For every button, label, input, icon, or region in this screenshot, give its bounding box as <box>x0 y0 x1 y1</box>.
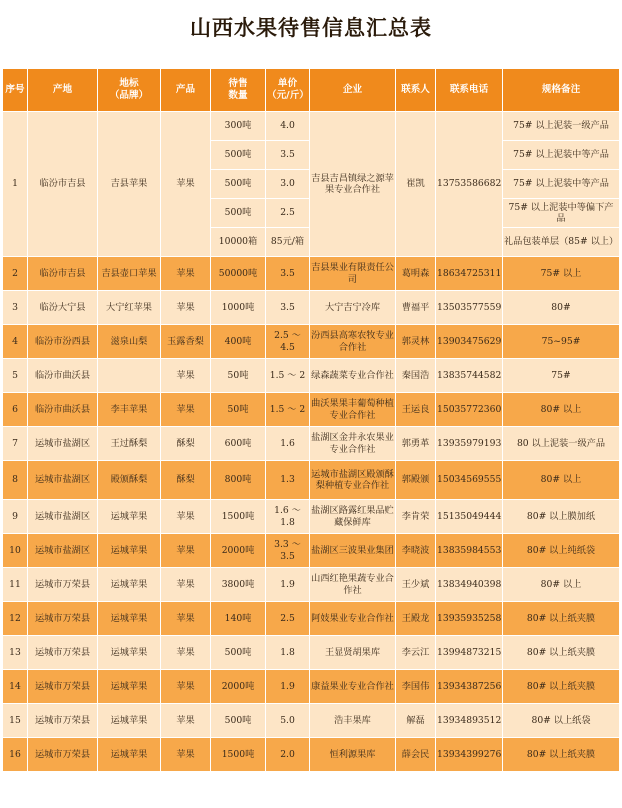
cell-phone: 13903475629 <box>436 325 503 359</box>
cell-qty: 300吨 <box>211 112 266 141</box>
cell-product: 玉露香梨 <box>161 325 211 359</box>
cell-company: 恒利源果库 <box>310 738 396 772</box>
cell-phone: 13753586682 <box>436 112 503 257</box>
table-row <box>3 534 620 568</box>
cell-company: 盐湖区路露红果品贮藏保鲜库 <box>310 500 396 534</box>
cell-qty: 500吨 <box>211 199 266 228</box>
cell-company: 山西红艳果蔬专业合作社 <box>310 568 396 602</box>
cell-spec: 75# 以上泥装中等产品 <box>503 170 620 199</box>
cell-origin: 运城市盐湖区 <box>28 534 98 568</box>
cell-product: 苹果 <box>161 393 211 427</box>
cell-no: 15 <box>3 704 28 738</box>
cell-spec: 80# 以上 <box>503 568 620 602</box>
cell-qty: 50吨 <box>211 393 266 427</box>
cell-phone: 13934893512 <box>436 704 503 738</box>
cell-brand: 运城苹果 <box>98 704 161 738</box>
header-qty: 待售 数量 <box>211 69 266 112</box>
cell-origin: 运城市万荣县 <box>28 568 98 602</box>
cell-spec: 75# 以上泥装中等产品 <box>503 141 620 170</box>
cell-contact: 郭勇革 <box>396 427 436 461</box>
cell-price: 2.0 <box>266 738 310 772</box>
cell-brand <box>98 359 161 393</box>
cell-contact: 郭灵林 <box>396 325 436 359</box>
cell-no: 8 <box>3 461 28 500</box>
cell-origin: 运城市盐湖区 <box>28 427 98 461</box>
cell-product: 苹果 <box>161 568 211 602</box>
cell-company: 汾西县高寒农牧专业合作社 <box>310 325 396 359</box>
cell-product: 酥梨 <box>161 461 211 500</box>
cell-product: 苹果 <box>161 500 211 534</box>
cell-spec: 75# <box>503 359 620 393</box>
cell-spec: 75~95# <box>503 325 620 359</box>
cell-spec: 80# 以上纸夹膜 <box>503 602 620 636</box>
cell-origin: 运城市万荣县 <box>28 602 98 636</box>
cell-spec: 80# <box>503 291 620 325</box>
cell-price: 2.5 ～ 4.5 <box>266 325 310 359</box>
cell-phone: 13934399276 <box>436 738 503 772</box>
header-contact: 联系人 <box>396 69 436 112</box>
cell-brand: 运城苹果 <box>98 636 161 670</box>
cell-origin: 运城市万荣县 <box>28 636 98 670</box>
cell-brand: 吉县苹果 <box>98 112 161 257</box>
cell-contact: 王运良 <box>396 393 436 427</box>
cell-qty: 400吨 <box>211 325 266 359</box>
cell-origin: 运城市万荣县 <box>28 670 98 704</box>
cell-product: 苹果 <box>161 257 211 291</box>
table-row <box>3 325 620 359</box>
cell-origin: 临汾市曲沃县 <box>28 393 98 427</box>
cell-phone: 13935935258 <box>436 602 503 636</box>
cell-contact: 王殿龙 <box>396 602 436 636</box>
cell-product: 苹果 <box>161 636 211 670</box>
table-row <box>3 257 620 291</box>
cell-product: 酥梨 <box>161 427 211 461</box>
cell-spec: 75# 以上泥装一级产品 <box>503 112 620 141</box>
table-row <box>3 500 620 534</box>
cell-qty: 1500吨 <box>211 500 266 534</box>
cell-origin: 临汾市曲沃县 <box>28 359 98 393</box>
cell-brand: 运城苹果 <box>98 602 161 636</box>
cell-contact: 葛明森 <box>396 257 436 291</box>
header-spec: 规格备注 <box>503 69 620 112</box>
cell-no: 2 <box>3 257 28 291</box>
cell-phone: 15034569555 <box>436 461 503 500</box>
table-row <box>3 704 620 738</box>
cell-product: 苹果 <box>161 670 211 704</box>
table-row <box>3 602 620 636</box>
cell-brand: 吉县壶口苹果 <box>98 257 161 291</box>
cell-contact: 郭殿颁 <box>396 461 436 500</box>
cell-origin: 运城市万荣县 <box>28 738 98 772</box>
cell-spec: 80# 以上纸夹膜 <box>503 636 620 670</box>
cell-price: 3.5 <box>266 291 310 325</box>
cell-qty: 500吨 <box>211 636 266 670</box>
cell-contact: 李晓波 <box>396 534 436 568</box>
cell-brand: 殿颁酥梨 <box>98 461 161 500</box>
table-row <box>3 670 620 704</box>
cell-brand: 王过酥梨 <box>98 427 161 461</box>
cell-no: 12 <box>3 602 28 636</box>
cell-brand: 李丰苹果 <box>98 393 161 427</box>
cell-price: 5.0 <box>266 704 310 738</box>
cell-brand: 运城苹果 <box>98 670 161 704</box>
cell-phone: 13994873215 <box>436 636 503 670</box>
cell-company: 王显贤胡果库 <box>310 636 396 670</box>
cell-price: 2.5 <box>266 602 310 636</box>
cell-phone: 13834940398 <box>436 568 503 602</box>
header-product: 产品 <box>161 69 211 112</box>
cell-company: 曲沃果果丰葡萄种植专业合作社 <box>310 393 396 427</box>
cell-no: 5 <box>3 359 28 393</box>
cell-origin: 临汾市吉县 <box>28 112 98 257</box>
table-row <box>3 636 620 670</box>
table-row <box>3 461 620 500</box>
cell-origin: 运城市盐湖区 <box>28 500 98 534</box>
cell-spec: 80# 以上纸袋 <box>503 704 620 738</box>
cell-price: 3.5 <box>266 141 310 170</box>
cell-price: 4.0 <box>266 112 310 141</box>
cell-price: 1.8 <box>266 636 310 670</box>
cell-price: 3.0 <box>266 170 310 199</box>
cell-brand: 大宁红苹果 <box>98 291 161 325</box>
cell-qty: 140吨 <box>211 602 266 636</box>
cell-spec: 80# 以上纸夹膜 <box>503 738 620 772</box>
cell-contact: 李国伟 <box>396 670 436 704</box>
cell-contact: 曹福平 <box>396 291 436 325</box>
cell-no: 11 <box>3 568 28 602</box>
cell-qty: 2000吨 <box>211 534 266 568</box>
cell-phone: 15135049444 <box>436 500 503 534</box>
cell-contact: 崔凯 <box>396 112 436 257</box>
cell-price: 1.6 ～ 1.8 <box>266 500 310 534</box>
cell-brand: 运城苹果 <box>98 534 161 568</box>
cell-phone: 18634725311 <box>436 257 503 291</box>
cell-no: 14 <box>3 670 28 704</box>
cell-spec: 80 以上泥装一级产品 <box>503 427 620 461</box>
cell-company: 浩丰果库 <box>310 704 396 738</box>
cell-no: 1 <box>3 112 28 257</box>
cell-qty: 50吨 <box>211 359 266 393</box>
cell-phone: 13835744582 <box>436 359 503 393</box>
cell-price: 1.9 <box>266 568 310 602</box>
cell-spec: 75# 以上 <box>503 257 620 291</box>
cell-product: 苹果 <box>161 291 211 325</box>
cell-qty: 10000箱 <box>211 228 266 257</box>
cell-qty: 800吨 <box>211 461 266 500</box>
cell-contact: 李肯荣 <box>396 500 436 534</box>
cell-product: 苹果 <box>161 602 211 636</box>
cell-no: 6 <box>3 393 28 427</box>
cell-no: 4 <box>3 325 28 359</box>
cell-no: 7 <box>3 427 28 461</box>
cell-origin: 临汾大宁县 <box>28 291 98 325</box>
cell-price: 1.9 <box>266 670 310 704</box>
cell-spec: 80# 以上 <box>503 393 620 427</box>
table-row <box>3 738 620 772</box>
cell-price: 1.6 <box>266 427 310 461</box>
cell-origin: 临汾市吉县 <box>28 257 98 291</box>
cell-price: 3.3 ～ 3.5 <box>266 534 310 568</box>
cell-contact: 薛会民 <box>396 738 436 772</box>
cell-price: 85元/箱 <box>266 228 310 257</box>
cell-company: 盐湖区三波果业集团 <box>310 534 396 568</box>
cell-qty: 2000吨 <box>211 670 266 704</box>
cell-product: 苹果 <box>161 704 211 738</box>
cell-product: 苹果 <box>161 534 211 568</box>
header-no: 序号 <box>3 69 28 112</box>
page-title: 山西水果待售信息汇总表 <box>190 15 432 40</box>
cell-product: 苹果 <box>161 738 211 772</box>
header-company: 企业 <box>310 69 396 112</box>
cell-phone: 13835984553 <box>436 534 503 568</box>
cell-spec: 75# 以上泥装中等偏下产品 <box>503 199 620 228</box>
cell-price: 1.3 <box>266 461 310 500</box>
cell-price: 1.5 ～ 2 <box>266 359 310 393</box>
cell-brand: 运城苹果 <box>98 738 161 772</box>
cell-contact: 李云江 <box>396 636 436 670</box>
cell-spec: 80# 以上纸夹膜 <box>503 670 620 704</box>
table-row <box>3 112 620 141</box>
fruit-sales-table <box>2 68 620 772</box>
cell-qty: 1000吨 <box>211 291 266 325</box>
cell-spec: 80# 以上纯纸袋 <box>503 534 620 568</box>
cell-contact: 王少斌 <box>396 568 436 602</box>
cell-company: 康益果业专业合作社 <box>310 670 396 704</box>
table-row <box>3 568 620 602</box>
cell-spec: 80# 以上 <box>503 461 620 500</box>
cell-company: 绿森蔬菜专业合作社 <box>310 359 396 393</box>
cell-contact: 秦国浩 <box>396 359 436 393</box>
cell-qty: 1500吨 <box>211 738 266 772</box>
cell-origin: 运城市盐湖区 <box>28 461 98 500</box>
cell-price: 3.5 <box>266 257 310 291</box>
cell-phone: 15035772360 <box>436 393 503 427</box>
cell-origin: 运城市万荣县 <box>28 704 98 738</box>
cell-no: 3 <box>3 291 28 325</box>
cell-phone: 13934387256 <box>436 670 503 704</box>
header-price: 单价 （元/斤） <box>266 69 310 112</box>
cell-qty: 3800吨 <box>211 568 266 602</box>
cell-qty: 500吨 <box>211 704 266 738</box>
cell-no: 10 <box>3 534 28 568</box>
cell-price: 1.5 ～ 2 <box>266 393 310 427</box>
cell-spec: 80# 以上膜加纸 <box>503 500 620 534</box>
cell-qty: 600吨 <box>211 427 266 461</box>
cell-qty: 500吨 <box>211 170 266 199</box>
header-brand: 地标 （品牌） <box>98 69 161 112</box>
cell-price: 2.5 <box>266 199 310 228</box>
cell-origin: 临汾市汾西县 <box>28 325 98 359</box>
cell-phone: 13935979193 <box>436 427 503 461</box>
cell-company: 大宁吉宁冷库 <box>310 291 396 325</box>
table-row <box>3 393 620 427</box>
cell-product: 苹果 <box>161 359 211 393</box>
cell-company: 吉县吉昌镇绿之源苹果专业合作社 <box>310 112 396 257</box>
table-row <box>3 359 620 393</box>
cell-spec: 礼品包装单层（85# 以上） <box>503 228 620 257</box>
header-row <box>3 69 620 112</box>
cell-brand: 运城苹果 <box>98 568 161 602</box>
table-row <box>3 291 620 325</box>
cell-no: 13 <box>3 636 28 670</box>
cell-phone: 13503577559 <box>436 291 503 325</box>
cell-company: 运城市盐湖区殿颁酥梨种植专业合作社 <box>310 461 396 500</box>
cell-company: 吉县果业有限责任公司 <box>310 257 396 291</box>
cell-no: 9 <box>3 500 28 534</box>
cell-company: 阿妓果业专业合作社 <box>310 602 396 636</box>
cell-brand: 运城苹果 <box>98 500 161 534</box>
cell-brand: 滋泉山梨 <box>98 325 161 359</box>
header-origin: 产地 <box>28 69 98 112</box>
cell-qty: 500吨 <box>211 141 266 170</box>
header-phone: 联系电话 <box>436 69 503 112</box>
cell-company: 盐湖区金井永农果业专业合作社 <box>310 427 396 461</box>
cell-contact: 解磊 <box>396 704 436 738</box>
cell-qty: 50000吨 <box>211 257 266 291</box>
table-row <box>3 427 620 461</box>
cell-product: 苹果 <box>161 112 211 257</box>
cell-no: 16 <box>3 738 28 772</box>
